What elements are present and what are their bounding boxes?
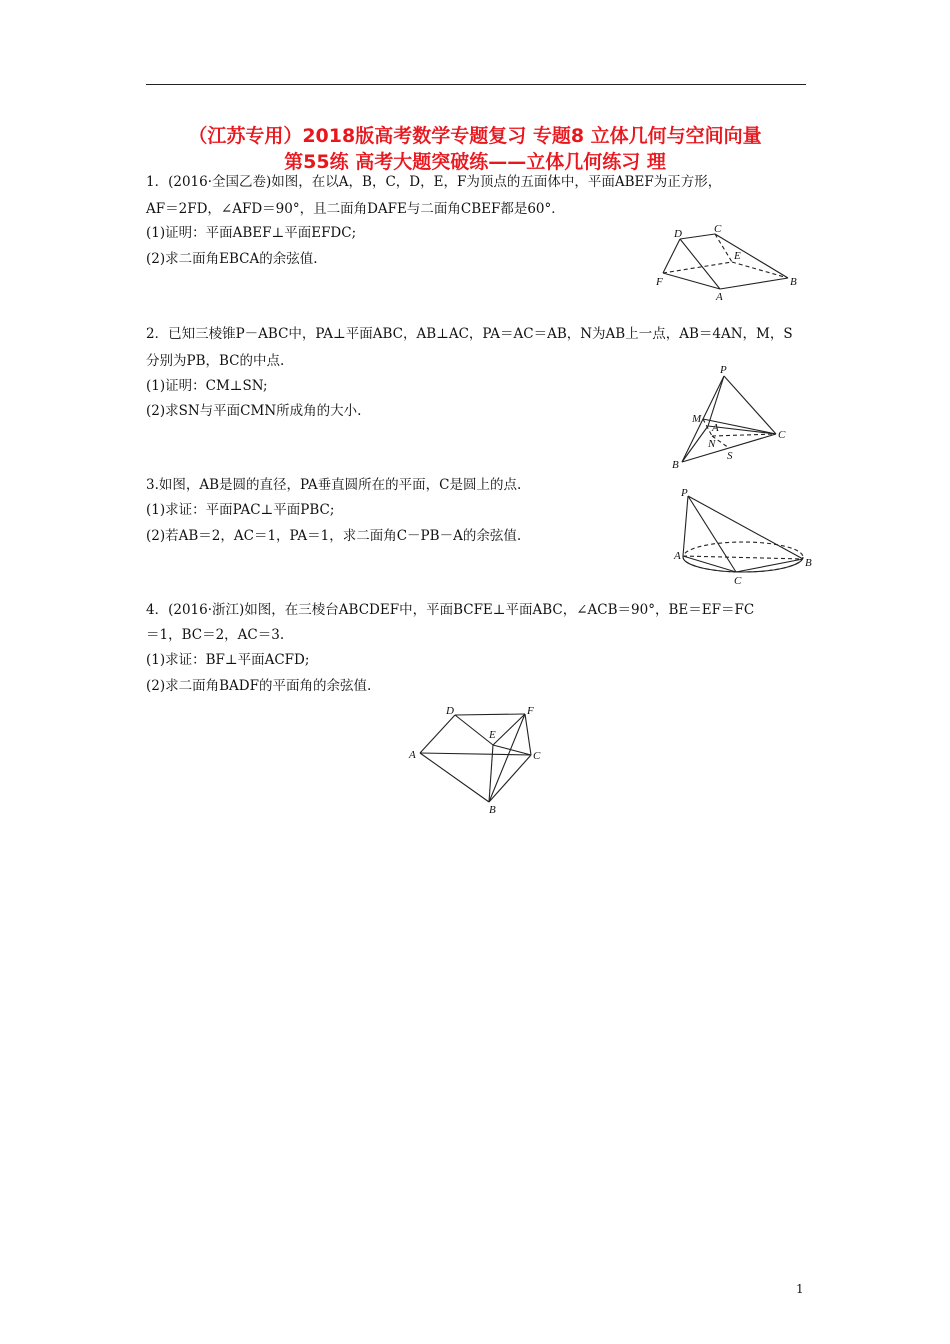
fig3-label-b: B [805,557,812,569]
problem-1-line-4: (2)求二面角EBCA的余弦值. [146,251,318,267]
fig1-label-e: E [734,250,741,262]
fig2-label-m: M [692,413,702,425]
problem-2-line-2: 分别为PB，BC的中点. [146,353,285,369]
problem-4-line-2: ＝1，BC＝2，AC＝3. [146,627,285,643]
fig4-label-e: E [489,729,496,741]
problem-4-line-1: 4．(2016·浙江)如图，在三棱台ABCDEF中，平面BCFE⊥平面ABC，∠ACB＝90°，BE＝EF＝FC [146,602,755,618]
fig4-label-a: A [409,749,416,761]
figure-4-frustum [405,705,550,815]
title-line-2: 第55练 高考大题突破练——立体几何练习 理 [284,151,666,173]
page-number: 1 [796,1282,804,1296]
problem-2-line-1: 2．已知三棱锥P－ABC中，PA⊥平面ABC，AB⊥AC，PA＝AC＝AB，N为AB上一点，AB＝4AN，M，S [146,326,793,342]
fig2-label-a: A [712,422,719,434]
problem-4-line-4: (2)求二面角BADF的平面角的余弦值. [146,678,372,694]
fig2-label-n: N [708,438,716,450]
fig3-label-p: P [681,487,688,499]
fig4-label-b: B [489,804,496,816]
fig3-label-a: A [674,550,681,562]
problem-1-line-3: (1)证明：平面ABEF⊥平面EFDC; [146,225,357,241]
problem-3-line-2: (1)求证：平面PAC⊥平面PBC; [146,502,335,518]
figure-3-cone-circle [668,484,813,587]
figure-2-tetrahedron [668,364,798,474]
fig3-label-c: C [734,575,742,587]
header-rule [146,84,806,85]
problem-4-line-3: (1)求证：BF⊥平面ACFD; [146,652,310,668]
fig1-label-f: F [656,276,663,288]
fig2-label-p: P [720,364,727,376]
problem-1-line-2: AF＝2FD，∠AFD＝90°，且二面角DAFE与二面角CBEF都是60°． [146,201,565,217]
figure-1-pentahedron [650,225,800,305]
fig1-label-b: B [790,276,797,288]
fig1-label-d: D [674,228,682,240]
fig1-label-c: C [714,223,722,235]
fig2-label-b: B [672,459,679,471]
problem-2-line-3: (1)证明：CM⊥SN; [146,378,268,394]
fig4-label-c: C [533,750,541,762]
fig4-label-d: D [446,705,454,717]
title-line-1: （江苏专用）2018版高考数学专题复习 专题8 立体几何与空间向量 [188,125,762,147]
problem-3-line-3: (2)若AB＝2，AC＝1，PA＝1，求二面角C－PB－A的余弦值. [146,528,522,544]
problem-2-line-4: (2)求SN与平面CMN所成角的大小. [146,403,362,419]
fig4-label-f: F [527,705,534,717]
problem-1-line-1: 1．(2016·全国乙卷)如图，在以A，B，C，D，E，F为顶点的五面体中，平面ABEF为正方形， [146,174,722,190]
fig1-label-a: A [716,291,723,303]
fig2-label-c: C [778,429,786,441]
fig2-label-s: S [727,450,733,462]
problem-3-line-1: 3.如图，AB是圆的直径，PA垂直圆所在的平面，C是圆上的点. [146,477,522,493]
